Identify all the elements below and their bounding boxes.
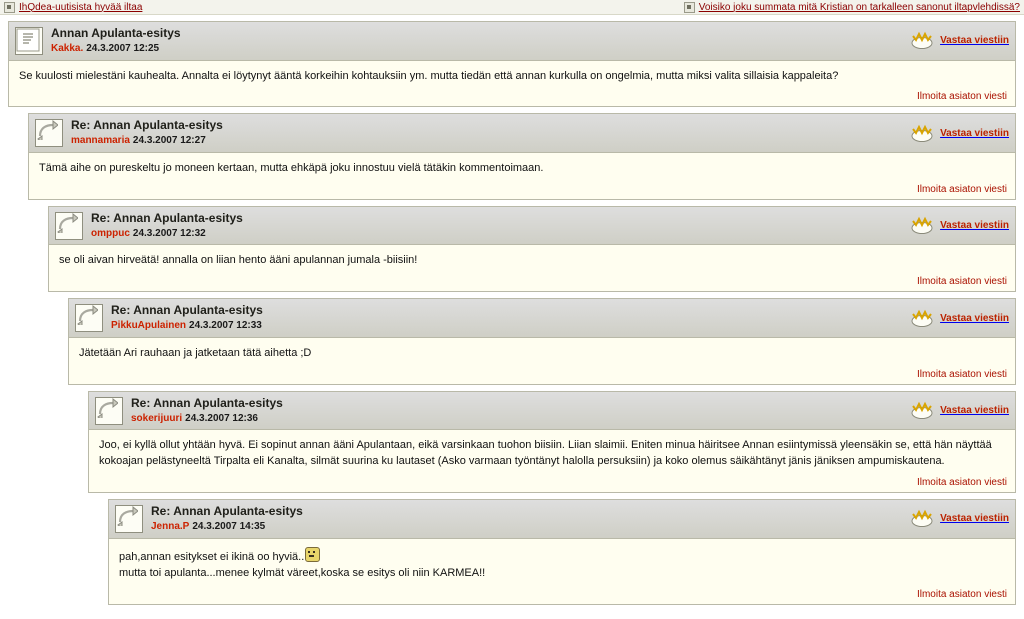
reply-label: Vastaa viestiin	[940, 127, 1009, 139]
post-body	[69, 338, 1015, 366]
report-link[interactable]: Ilmoita asiaton viesti	[916, 183, 1007, 195]
post-title: Re: Annan Apulanta-esitys	[91, 210, 243, 225]
post-date: 24.3.2007 12:36	[185, 412, 258, 424]
post-title: Annan Apulanta-esitys	[51, 26, 181, 40]
post-meta	[51, 43, 909, 56]
post-title: Re: Annan Apulanta-esitys	[71, 118, 223, 133]
post	[28, 113, 1016, 199]
reply-arrow-icon	[909, 213, 935, 238]
post-meta	[71, 135, 909, 148]
post-author[interactable]: omppuc	[91, 227, 130, 239]
post-author[interactable]: Jenna.P	[151, 521, 190, 533]
message-icon	[15, 27, 43, 55]
reply-arrow-icon	[909, 28, 935, 53]
smiley-icon	[305, 547, 320, 562]
post-text: Jätetään Ari rauhaan ja jatketaan tätä aihetta ;D	[79, 346, 312, 359]
reply-label: Vastaa viestiin	[940, 220, 1009, 232]
reply-label: Vastaa viestiin	[940, 405, 1009, 416]
post-title: Re: Annan Apulanta-esitys	[151, 504, 303, 519]
post-date: 24.3.2007 14:35	[192, 521, 266, 533]
report-link[interactable]: Ilmoita asiaton viesti	[916, 368, 1007, 380]
browser-topbar	[0, 0, 1024, 15]
post-body	[49, 245, 1015, 273]
reply-label: Vastaa viestiin	[940, 35, 1009, 47]
post-footer	[89, 474, 1015, 492]
post-headtext	[131, 396, 909, 426]
reply-arrow-icon	[909, 506, 935, 531]
message-icon	[55, 212, 83, 240]
topbar-right-link[interactable]: Voisiko joku summata mitä Kristian on tarkalleen sanonut iltapvlehdissä?	[698, 1, 1020, 13]
report-link[interactable]: Ilmoita asiaton viesti	[916, 588, 1007, 600]
window-icon	[684, 2, 695, 13]
post-body	[109, 539, 1015, 586]
topbar-left-group	[4, 2, 142, 13]
post-body	[89, 430, 1015, 474]
message-icon	[95, 397, 123, 425]
post-footer	[69, 366, 1015, 384]
report-link[interactable]: Ilmoita asiaton viesti	[916, 276, 1007, 288]
post-date: 24.3.2007 12:32	[132, 227, 206, 239]
post-text: se oli aivan hirveätä! annalla on liian hento ääni apulannan jumala -biisiin!	[59, 254, 418, 267]
message-thread	[0, 19, 1024, 619]
post-header	[89, 392, 1015, 431]
post-meta	[91, 228, 909, 241]
post-footer	[29, 181, 1015, 199]
reply-button[interactable]	[909, 398, 1009, 423]
post	[8, 21, 1016, 107]
post-meta	[151, 521, 909, 534]
reply-button[interactable]	[909, 213, 1009, 238]
reply-label: Vastaa viestiin	[940, 312, 1009, 324]
reply-button[interactable]	[909, 121, 1009, 146]
reply-button[interactable]	[909, 28, 1009, 53]
post-headtext	[51, 26, 909, 56]
post-date: 24.3.2007 12:25	[86, 43, 160, 54]
reply-button[interactable]	[909, 506, 1009, 531]
topbar-right-group	[684, 2, 1020, 13]
post-headtext	[71, 118, 909, 148]
post-title: Re: Annan Apulanta-esitys	[111, 303, 263, 318]
post-header	[109, 500, 1015, 539]
post-date: 24.3.2007 12:33	[189, 320, 262, 332]
reply-arrow-icon	[909, 121, 935, 146]
reply-label: Vastaa viestiin	[940, 513, 1009, 525]
message-icon	[75, 304, 103, 332]
post-header	[9, 22, 1015, 61]
message-icon	[115, 505, 143, 533]
post-author[interactable]: PikkuApulainen	[111, 320, 187, 332]
post-author[interactable]: Kakka.	[51, 43, 84, 54]
post-title: Re: Annan Apulanta-esitys	[131, 395, 283, 410]
post-text: Tämä aihe on pureskeltu jo moneen kertaan, mutta ehkäpä joku innostuu vielä tätäkin kommentoimaan.	[39, 161, 544, 174]
post-text-second-line: mutta toi apulanta...menee kylmät väreet,koska se esitys oli niin KARMEA!!	[119, 566, 486, 579]
post-text: pah,annan esitykset ei ikinä oo hyviä..	[119, 547, 1005, 566]
post-headtext	[151, 504, 909, 534]
report-link[interactable]: Ilmoita asiaton viesti	[916, 91, 1007, 103]
post	[108, 499, 1016, 604]
topbar-left-link[interactable]: IhQdea-uutisista hyvää iltaa	[19, 1, 143, 13]
post-author[interactable]: sokerijuuri	[131, 412, 183, 424]
reply-arrow-icon	[909, 398, 935, 423]
post-headtext	[91, 211, 909, 241]
post-footer	[9, 88, 1015, 106]
post-text: Joo, ei kyllä ollut yhtään hyvä. Ei sopinut annan ääni Apulantaan, eikä varsinkaan tuohon biisiin. Liian slaimii. Eniten minua häiritsee Annan esiintymissä yleensäkin se, että hän näyttää kokoajan pelästyneeltä Tirpalta eli Kanalta, silmät suurina ku lautaset (Asko varmaan työntänyt halolla persuksiin) ja koko olemus säikähtänyt jänis jäniksen ampumiskautena.	[99, 439, 992, 468]
post-body	[9, 61, 1015, 89]
message-icon	[35, 119, 63, 147]
post-meta	[111, 320, 909, 333]
post	[68, 298, 1016, 384]
post-footer	[49, 273, 1015, 291]
post-header	[69, 299, 1015, 338]
post	[88, 391, 1016, 493]
window-icon	[4, 2, 15, 13]
report-link[interactable]: Ilmoita asiaton viesti	[916, 477, 1007, 489]
post-meta	[131, 413, 909, 426]
reply-arrow-icon	[909, 306, 935, 331]
post-date: 24.3.2007 12:27	[132, 135, 206, 147]
post-author[interactable]: mannamaria	[71, 135, 130, 147]
reply-button[interactable]	[909, 306, 1009, 331]
post-body	[29, 153, 1015, 181]
post-text: Se kuulosti mielestäni kauhealta. Annalta ei löytynyt ääntä korkeihin kohtauksiin ym. mutta tiedän että annan kurkulla on ongelmia, mutta miksi valita sillaisia kappaleita?	[19, 69, 839, 82]
post	[48, 206, 1016, 292]
post-header	[49, 207, 1015, 246]
post-header	[29, 114, 1015, 153]
post-headtext	[111, 303, 909, 333]
